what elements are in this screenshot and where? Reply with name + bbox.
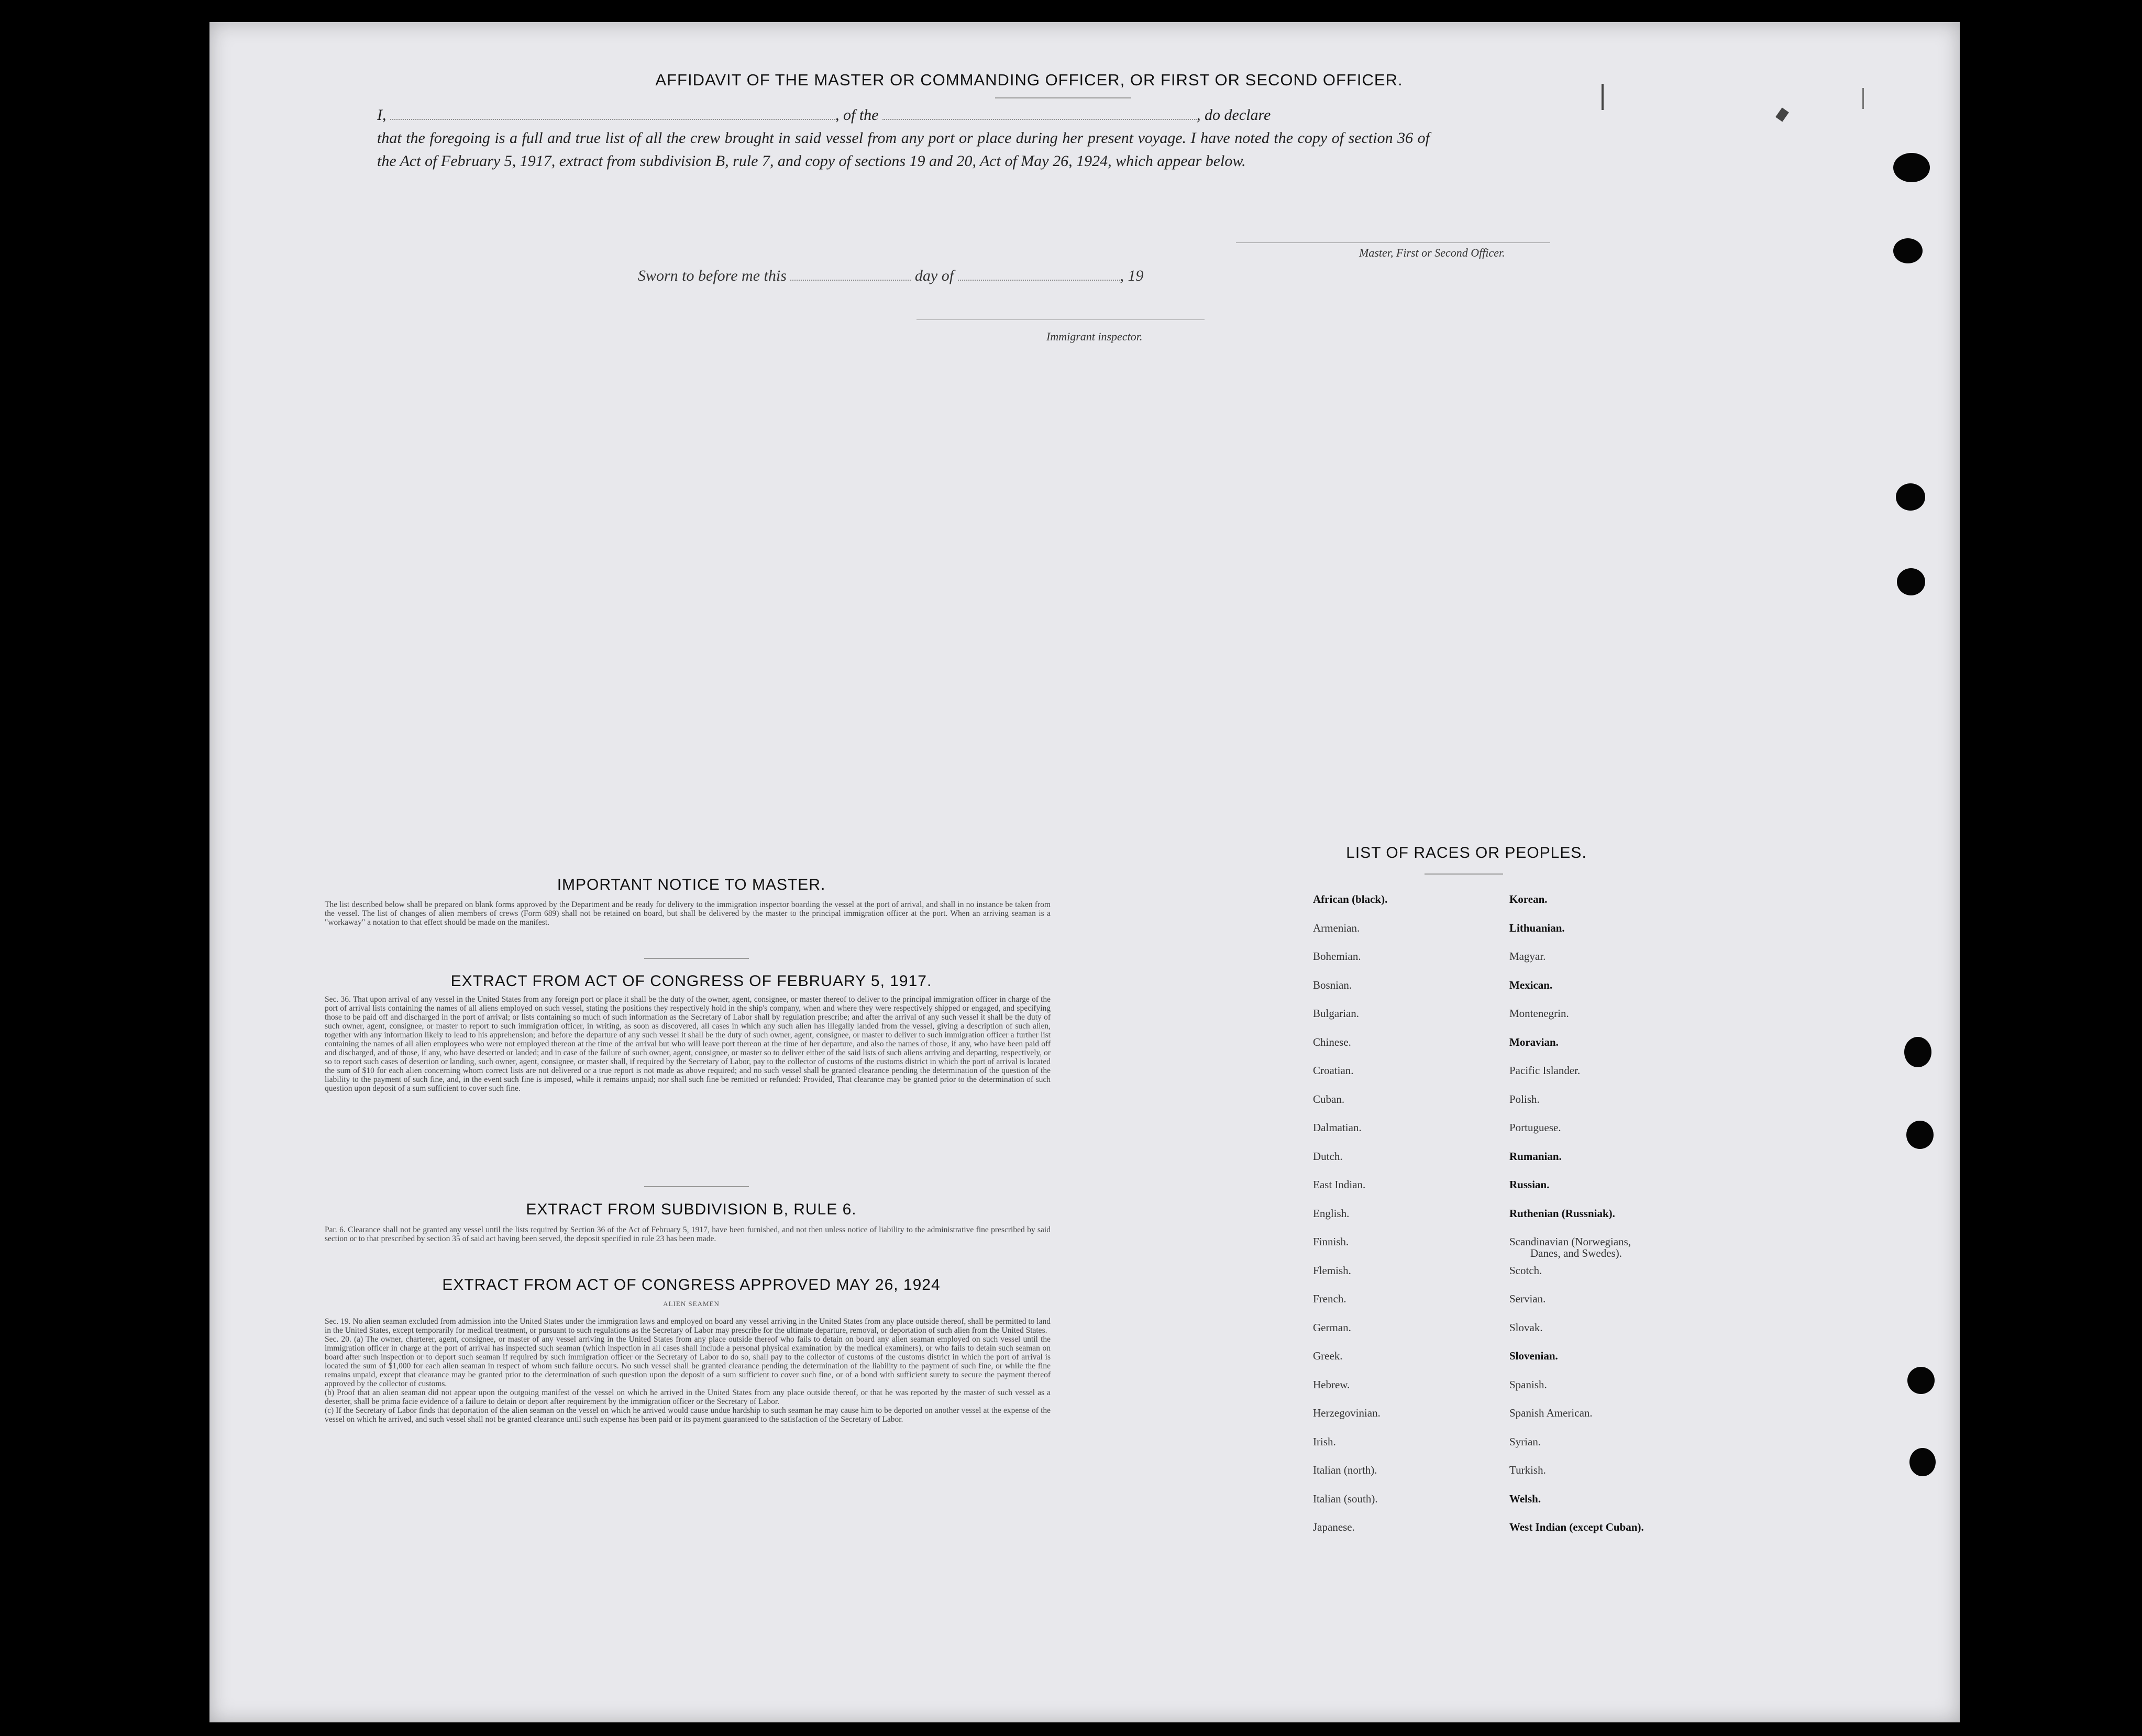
sworn-line (638, 267, 1144, 285)
race-item (1313, 1492, 1387, 1521)
race-item (1509, 1178, 1644, 1207)
race-item (1509, 1121, 1644, 1150)
race-item (1509, 979, 1644, 1008)
race-item (1509, 1521, 1644, 1550)
sec-19-text: Sec. 19. No alien seaman excluded from admission into the United States under the immigration laws and employed on board any vessel arriving in the United States from any place outside thereof, shall be permitted to land in the United States, except temporarily for medical treatment, or pursuant to such regulations as the Secretary of Labor may prescribe for the ultimate departure, removal, or deportation of such alien from the United States. (325, 1317, 1051, 1335)
race-item (1313, 950, 1387, 979)
race-item (1509, 950, 1644, 979)
race-label: Lithuanian. (1509, 921, 1565, 934)
race-label: Hebrew. (1313, 1378, 1350, 1391)
race-label: Pacific Islander. (1509, 1064, 1581, 1077)
race-item (1313, 893, 1387, 922)
declaration-line (377, 104, 1430, 127)
race-label: Bulgarian. (1313, 1007, 1360, 1020)
notice-text: The list described below shall be prepared on blank forms approved by the Department and be ready for delivery to the immigration inspector boarding the vessel at the port of arrival, and shall in no instance be taken from the vessel. The list of changes of alien members of crews (Form 689) shall not be retained on board, but shall be delivered by the master to the principal immigration officer at the port. When an arriving seaman is a "workaway" a notation to that effect should be made on the manifest. (325, 900, 1051, 927)
extract-1924-title: EXTRACT FROM ACT OF CONGRESS APPROVED MAY 26, 1924 (442, 1276, 941, 1293)
race-item (1313, 1464, 1387, 1492)
extract-rule6-text: Par. 6. Clearance shall not be granted any vessel until the lists required by Section 36 of the Act of February 5, 1917, have been furnished, and not then unless notice of liability to the administrative fine prescribed by said section or to that prescribed by section 35 of said act having been served, the deposit specified in rule 23 has been made. (325, 1225, 1051, 1243)
declarant-name-field[interactable] (390, 105, 835, 120)
race-label: Armenian. (1313, 921, 1360, 934)
race-label: Polish. (1509, 1092, 1540, 1105)
race-label: African (black). (1313, 893, 1388, 905)
race-label: Spanish. (1509, 1378, 1547, 1391)
affidavit-title: AFFIDAVIT OF THE MASTER OR COMMANDING OFFICER, OR FIRST OR SECOND OFFICER. (655, 71, 1403, 89)
race-label: Croatian. (1313, 1064, 1354, 1077)
punch-hole (1893, 238, 1923, 263)
officer-signature-line[interactable] (1236, 242, 1550, 243)
race-item (1509, 1150, 1644, 1179)
race-item (1313, 1235, 1387, 1264)
section-rule (644, 958, 749, 959)
extract-1924-subtitle: ALIEN SEAMEN (663, 1300, 720, 1308)
race-item (1313, 1378, 1387, 1407)
inspector-signature-line[interactable] (917, 319, 1205, 320)
race-label: Syrian. (1509, 1435, 1541, 1448)
races-title-rule (1425, 873, 1503, 875)
race-label: Dutch. (1313, 1149, 1343, 1163)
race-label: Servian. (1509, 1292, 1546, 1305)
race-item (1313, 1521, 1387, 1550)
declaration-text: that the foregoing is a full and true list of all the crew brought in said vessel from any port or place during her present voyage. I have noted the copy of section 36 of the Act of February 5, 1917, extract from subdivision B, rule 7, and copy of sections 19 and 20, Act of May 26, 1924, which appear below. (377, 129, 1430, 170)
race-item (1509, 1464, 1644, 1492)
race-label: French. (1313, 1292, 1346, 1305)
race-label: Slovenian. (1509, 1350, 1558, 1362)
stray-mark (1862, 88, 1864, 109)
race-item (1313, 1321, 1387, 1350)
races-title: LIST OF RACES OR PEOPLES. (1346, 844, 1587, 861)
race-label: Turkish. (1509, 1464, 1546, 1476)
race-label: Welsh. (1509, 1492, 1541, 1505)
inspector-label: Immigrant inspector. (1046, 330, 1143, 343)
race-label: English. (1313, 1207, 1350, 1220)
race-item (1313, 1435, 1387, 1464)
race-item (1509, 1235, 1644, 1264)
race-label: Irish. (1313, 1435, 1336, 1448)
race-label: Portuguese. (1509, 1121, 1561, 1134)
race-label: German. (1313, 1321, 1351, 1334)
race-label: Bohemian. (1313, 950, 1361, 963)
race-label: Slovak. (1509, 1321, 1543, 1334)
extract-1924-text (325, 1317, 1051, 1424)
race-item (1313, 979, 1387, 1008)
race-item (1509, 893, 1644, 922)
race-label: Dalmatian. (1313, 1121, 1362, 1134)
section-rule (644, 1186, 749, 1187)
race-label: Greek. (1313, 1350, 1343, 1362)
race-item (1509, 1407, 1644, 1435)
race-label-continuation: Danes, and Swedes). (1530, 1247, 1622, 1259)
of-the-label: , of the (835, 106, 879, 124)
race-item (1313, 1121, 1387, 1150)
title-rule (995, 97, 1131, 98)
race-item (1509, 1036, 1644, 1065)
declarant-label: I, (377, 106, 387, 124)
race-item (1313, 1178, 1387, 1207)
extract-rule6-title: EXTRACT FROM SUBDIVISION B, RULE 6. (526, 1201, 857, 1218)
race-item (1313, 1150, 1387, 1179)
punch-hole (1893, 153, 1930, 182)
sworn-day-field[interactable] (790, 268, 911, 281)
race-label: Rumanian. (1509, 1149, 1562, 1163)
punch-hole (1896, 483, 1925, 511)
race-item (1313, 922, 1387, 950)
race-label: Flemish. (1313, 1264, 1351, 1277)
race-label: Moravian. (1509, 1035, 1559, 1048)
year-label: , 19 (1120, 267, 1144, 284)
race-item (1313, 1292, 1387, 1321)
race-item (1509, 922, 1644, 950)
race-label: Finnish. (1313, 1235, 1349, 1248)
sworn-label: Sworn to before me this (638, 267, 787, 284)
stray-mark (1602, 84, 1604, 110)
race-item (1509, 1264, 1644, 1293)
do-declare-label: , do declare (1197, 106, 1271, 124)
race-item (1313, 1207, 1387, 1236)
races-column-2 (1509, 893, 1644, 1550)
race-item (1313, 1007, 1387, 1036)
punch-hole (1909, 1448, 1936, 1476)
race-label: Japanese. (1313, 1521, 1355, 1533)
race-item (1313, 1036, 1387, 1065)
extract-1917-title: EXTRACT FROM ACT OF CONGRESS OF FEBRUARY 5, 1917. (450, 972, 932, 990)
sec-20b-text: (b) Proof that an alien seaman did not appear upon the outgoing manifest of the vessel on which he arrived in the United States from any place outside thereof, or that he was reported by the master of such vessel as a deserter, shall be prima facie evidence of a failure to detain or deport after requirement by the immigration officer or the Secretary of Labor. (325, 1388, 1051, 1406)
vessel-name-field[interactable] (882, 105, 1197, 120)
race-label: Cuban. (1313, 1092, 1345, 1105)
race-label: West Indian (except Cuban). (1509, 1521, 1644, 1533)
race-item (1509, 1350, 1644, 1378)
affidavit-declaration (377, 104, 1430, 173)
race-label: Korean. (1509, 893, 1548, 905)
race-label: Italian (north). (1313, 1464, 1377, 1476)
race-item (1313, 1407, 1387, 1435)
punch-hole (1904, 1037, 1931, 1067)
race-label: Scotch. (1509, 1264, 1542, 1277)
race-item (1509, 1007, 1644, 1036)
race-item (1509, 1064, 1644, 1093)
race-label: Mexican. (1509, 978, 1553, 991)
race-item (1509, 1093, 1644, 1122)
race-item (1313, 1064, 1387, 1093)
punch-hole (1897, 568, 1925, 595)
race-item (1509, 1321, 1644, 1350)
sec-20c-text: (c) If the Secretary of Labor finds that deportation of the alien seaman on the vessel on which he arrived would cause undue hardship to such seaman he may cause him to be deported on another vessel at the expense of the vessel on which he arrived, and such vessel shall not be granted clearance until such expense has been paid or its payment guaranteed to the satisfaction of the Secretary of Labor. (325, 1406, 1051, 1424)
races-column-1 (1313, 893, 1387, 1550)
race-item (1509, 1378, 1644, 1407)
race-item (1509, 1435, 1644, 1464)
race-item (1509, 1492, 1644, 1521)
day-of-label: day of (914, 267, 954, 284)
extract-1917-text: Sec. 36. That upon arrival of any vessel in the United States from any foreign port or place it shall be the duty of the owner, agent, consignee, or master thereof to deliver to the principal immigration officer in charge of the port of arrival lists containing the names of all aliens employed on such vessel, stating the positions they respectively hold in the ship's company, when and where they were respectively shipped or engaged, and specifying those to be paid off and discharged in the port of arrival; or lists containing so much of such information as the Secretary of Labor shall by regulation prescribe; and after the arrival of any such vessel it shall be the duty of such owner, agent, consignee, or master to report to such immigration officer, in writing, as soon as discovered, all cases in which any such alien has illegally landed from the vessel, giving a description of such alien, together with any information likely to lead to his apprehension; and before the departure of any such vessel it shall be the duty of such owner, agent, consignee, or master to deliver to such immigration officer a further list containing the names of all alien employees who were not employed thereon at the time of the arrival but who will leave port thereon at the time of her departure, and also the names of those, if any, who have been paid off and discharged, and of those, if any, who have deserted or landed; and in case of the failure of such owner, agent, consignee, or master so to deliver either of the said lists of such aliens arriving and departing, respectively, or so to report such cases of desertion or landing, such owner, agent, consignee, or master shall, if required by the Secretary of Labor, pay to the collector of customs of the customs district in which the port of arrival is located the sum of $10 for each alien concerning whom correct lists are not delivered or a true report is not made as above required; and no such vessel shall be granted clearance pending the determination of the question of the liability to the payment of such fine, and, in the event such fine is imposed, while it remains unpaid; nor shall such fine be remitted or refunded: Provided, That clearance may be granted prior to the determination of such question upon deposit of a sum sufficient to cover such fine. (325, 995, 1051, 1093)
race-item (1313, 1350, 1387, 1378)
race-item (1313, 1093, 1387, 1122)
race-label: Chinese. (1313, 1035, 1351, 1048)
race-label: Magyar. (1509, 950, 1546, 963)
race-label: Ruthenian (Russniak). (1509, 1207, 1615, 1220)
race-item (1313, 1264, 1387, 1293)
race-item (1509, 1292, 1644, 1321)
race-label: Montenegrin. (1509, 1007, 1569, 1020)
race-label: East Indian. (1313, 1178, 1366, 1191)
officer-signature-label: Master, First or Second Officer. (1359, 246, 1505, 259)
race-item (1509, 1207, 1644, 1236)
sworn-month-field[interactable] (958, 268, 1120, 281)
punch-hole (1906, 1121, 1934, 1149)
race-label: Italian (south). (1313, 1492, 1378, 1505)
race-label: Scandinavian (Norwegians, (1509, 1235, 1631, 1248)
race-label: Herzegovinian. (1313, 1407, 1381, 1419)
race-label: Russian. (1509, 1178, 1550, 1191)
race-label: Spanish American. (1509, 1407, 1593, 1419)
notice-title: IMPORTANT NOTICE TO MASTER. (557, 876, 826, 893)
race-label: Bosnian. (1313, 978, 1352, 991)
punch-hole (1907, 1367, 1935, 1394)
sec-20a-text: Sec. 20. (a) The owner, charterer, agent, consignee, or master of any vessel arriving in the United States from any place outside thereof who fails to detain on board any alien seaman employed on such vessel until the immigration officer in charge at the port of arrival has inspected such seaman (which inspection in all cases shall include a personal physical examination by the medical examiners), or who fails to detain such seaman on board after such inspection or to deport such seaman if required by such immigration officer or the Secretary of Labor to do so, shall pay to the collector of customs of the customs district in which the port of arrival is located the sum of $1,000 for each alien seaman in respect of whom such failure occurs. No such vessel shall be granted clearance pending the determination of the liability to the payment of such fine, or while the fine remains unpaid, except that clearance may be granted prior to the determination of such question upon the deposit of a sum sufficient to cover such fine, or of a bond with sufficient surety to secure the payment thereof approved by the collector of customs. (325, 1335, 1051, 1388)
